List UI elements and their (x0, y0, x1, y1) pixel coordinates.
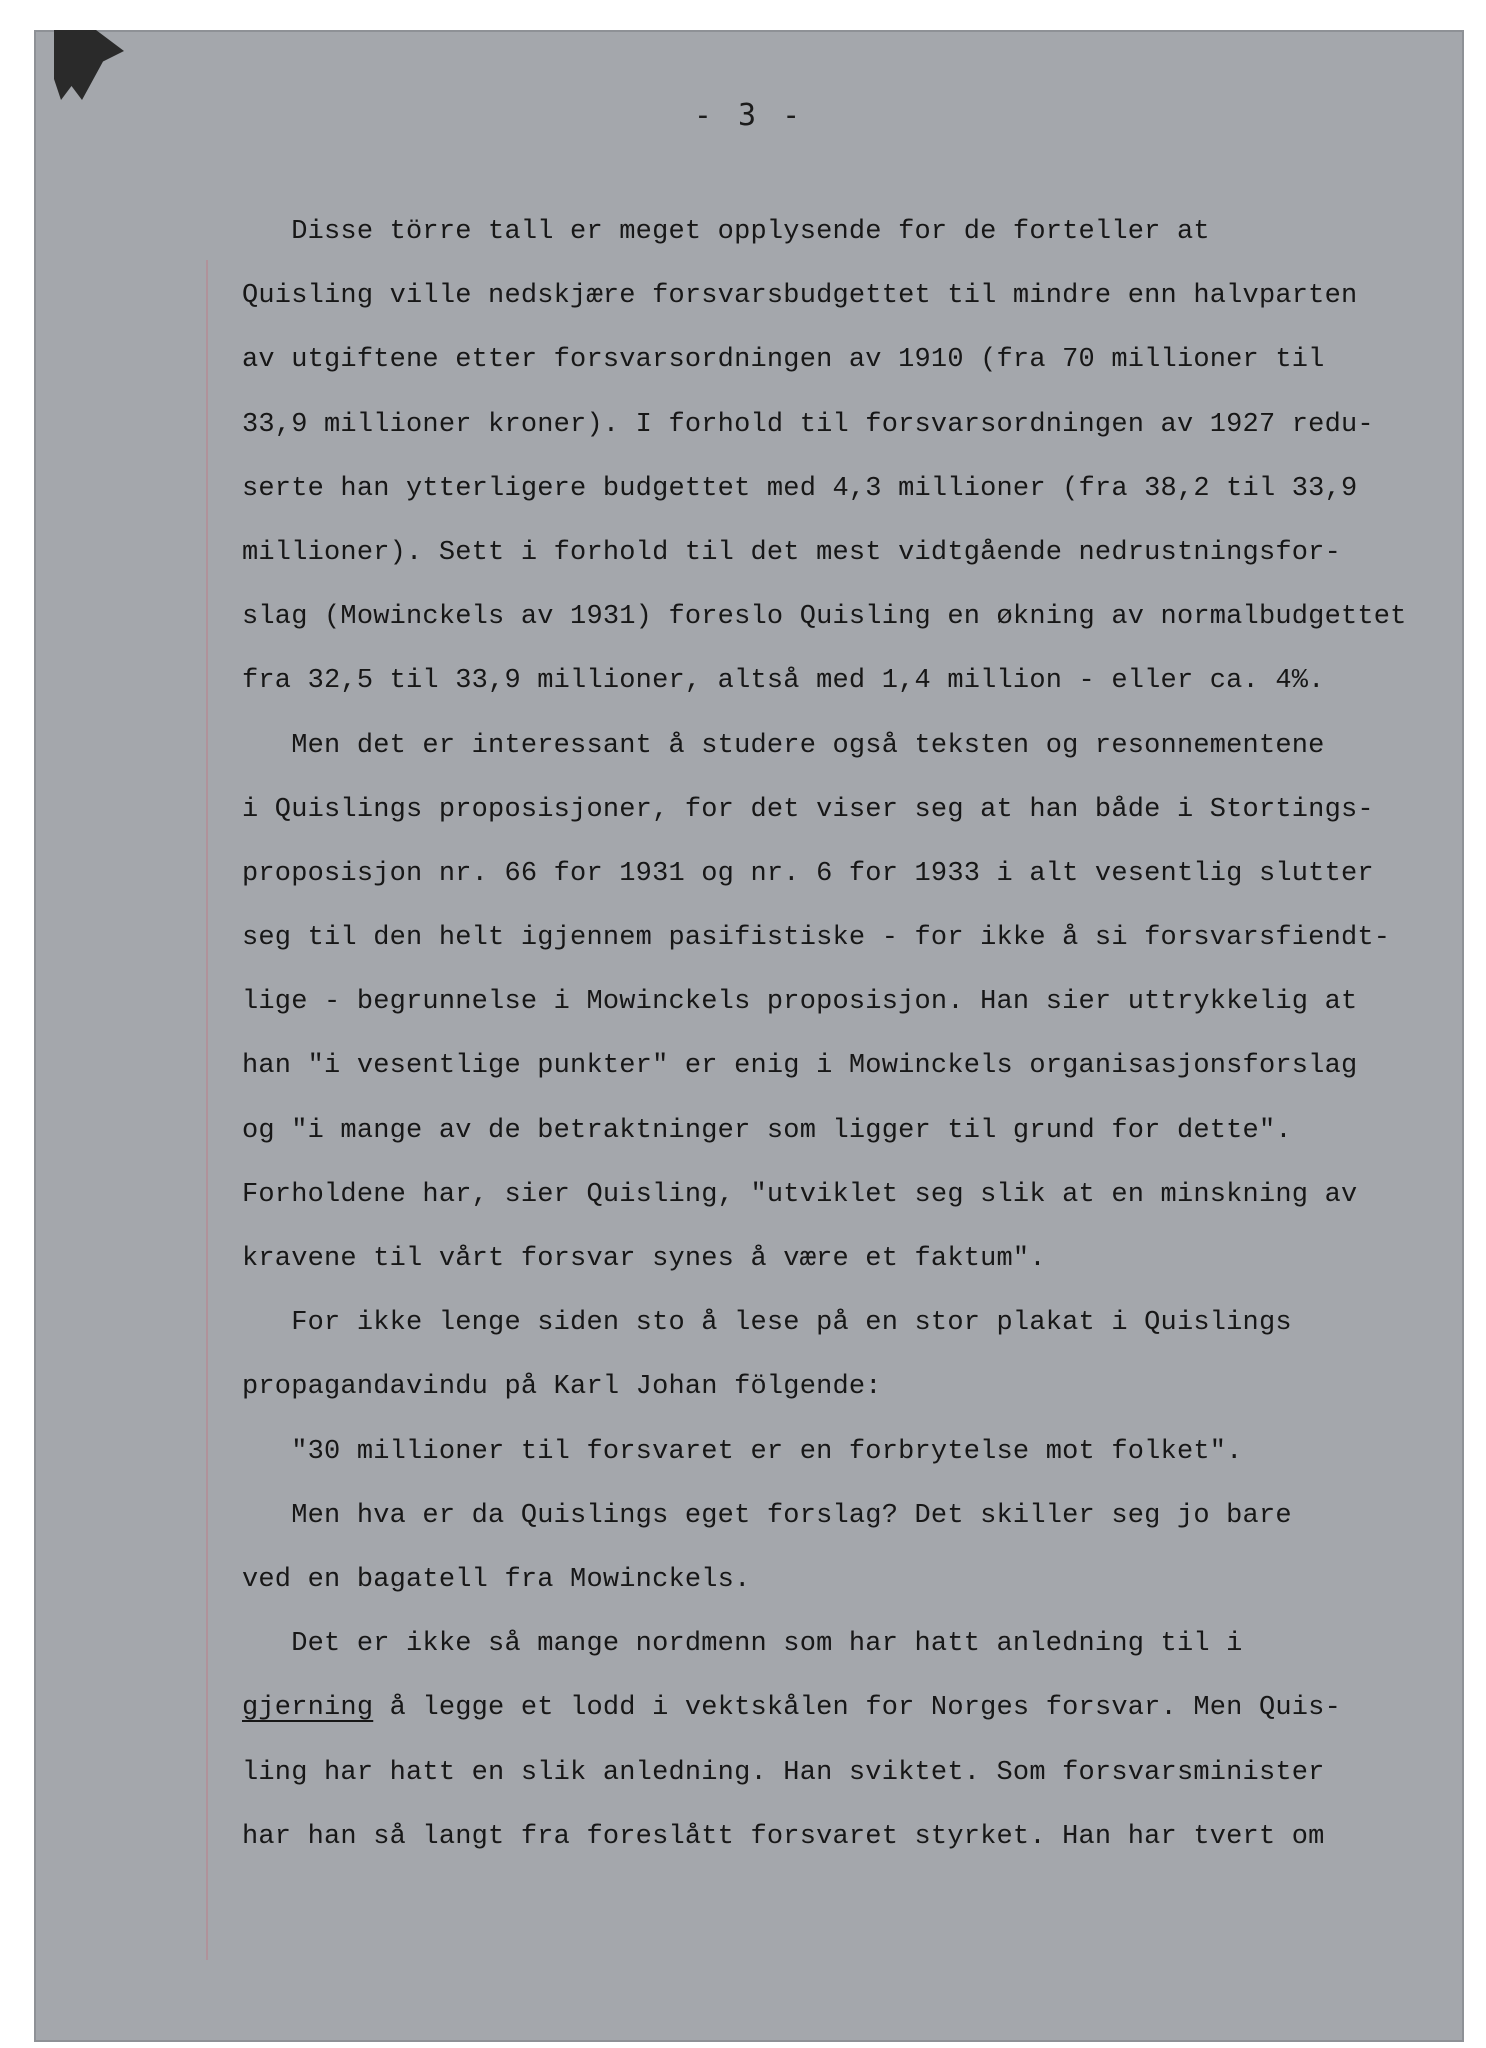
text-line: har han så langt fra foreslått forsvaret styrket. Han har tvert om (242, 1821, 1325, 1852)
text-line: seg til den helt igjennem pasifistiske - for ikke å si forsvarsfiendt- (242, 923, 1391, 954)
text-line: lige - begrunnelse i Mowinckels proposisjon. Han sier uttrykkelig at (242, 987, 1358, 1018)
text-line: 33,9 millioner kroner). I forhold til forsvarsordningen av 1927 redu- (242, 409, 1374, 440)
text-line (242, 1676, 1464, 1740)
text-line: propagandavindu på Karl Johan fölgende: (242, 1372, 882, 1403)
text-line: proposisjon nr. 66 for 1931 og nr. 6 for 1933 i alt vesentlig slutter (242, 858, 1374, 889)
text-line: For ikke lenge siden sto å lese på en stor plakat i Quislings (242, 1308, 1292, 1339)
text-line: fra 32,5 til 33,9 millioner, altså med 1,4 million - eller ca. 4%. (242, 666, 1325, 697)
text-line: og "i mange av de betraktninger som ligger til grund for dette". (242, 1115, 1292, 1146)
text-line: han "i vesentlige punkter" er enig i Mowinckels organisasjonsforslag (242, 1051, 1358, 1082)
text-line: ved en bagatell fra Mowinckels. (242, 1564, 751, 1595)
text-line: Disse törre tall er meget opplysende for de forteller at (242, 217, 1210, 247)
text-line: millioner). Sett i forhold til det mest vidtgående nedrustningsfor- (242, 537, 1341, 568)
text-line-rest: å legge et lodd i vektskålen for Norges forsvar. Men Quis- (373, 1693, 1341, 1724)
text-line: av utgiftene etter forsvarsordningen av 1910 (fra 70 millioner til (242, 345, 1325, 376)
text-line: ling har hatt en slik anledning. Han sviktet. Som forsvarsminister (242, 1757, 1325, 1788)
text-line: slag (Mowinckels av 1931) foreslo Quisling en økning av normalbudgettet (242, 602, 1407, 633)
margin-line (206, 260, 208, 1960)
text-line: "30 millioner til forsvaret er en forbrytelse mot folket". (242, 1436, 1243, 1467)
text-line: Quisling ville nedskjære forsvarsbudgettet til mindre enn halvparten (242, 281, 1358, 312)
page-number: - 3 - (693, 98, 805, 133)
document-page (34, 30, 1464, 2042)
text-line: serte han ytterligere budgettet med 4,3 millioner (fra 38,2 til 33,9 (242, 473, 1358, 504)
text-line: Det er ikke så mange nordmenn som har hatt anledning til i (242, 1629, 1243, 1660)
text-line: i Quislings proposisjoner, for det viser seg at han både i Stortings- (242, 794, 1374, 825)
underlined-word: gjerning (242, 1693, 374, 1724)
text-line: Forholdene har, sier Quisling, "utviklet seg slik at en minskning av (242, 1179, 1358, 1210)
body-text (242, 200, 1464, 1869)
text-line: Men hva er da Quislings eget forslag? Det skiller seg jo bare (242, 1500, 1292, 1531)
text-line: kravene til vårt forsvar synes å være et faktum". (242, 1244, 1046, 1274)
text-line: Men det er interessant å studere også teksten og resonnementene (242, 730, 1325, 761)
